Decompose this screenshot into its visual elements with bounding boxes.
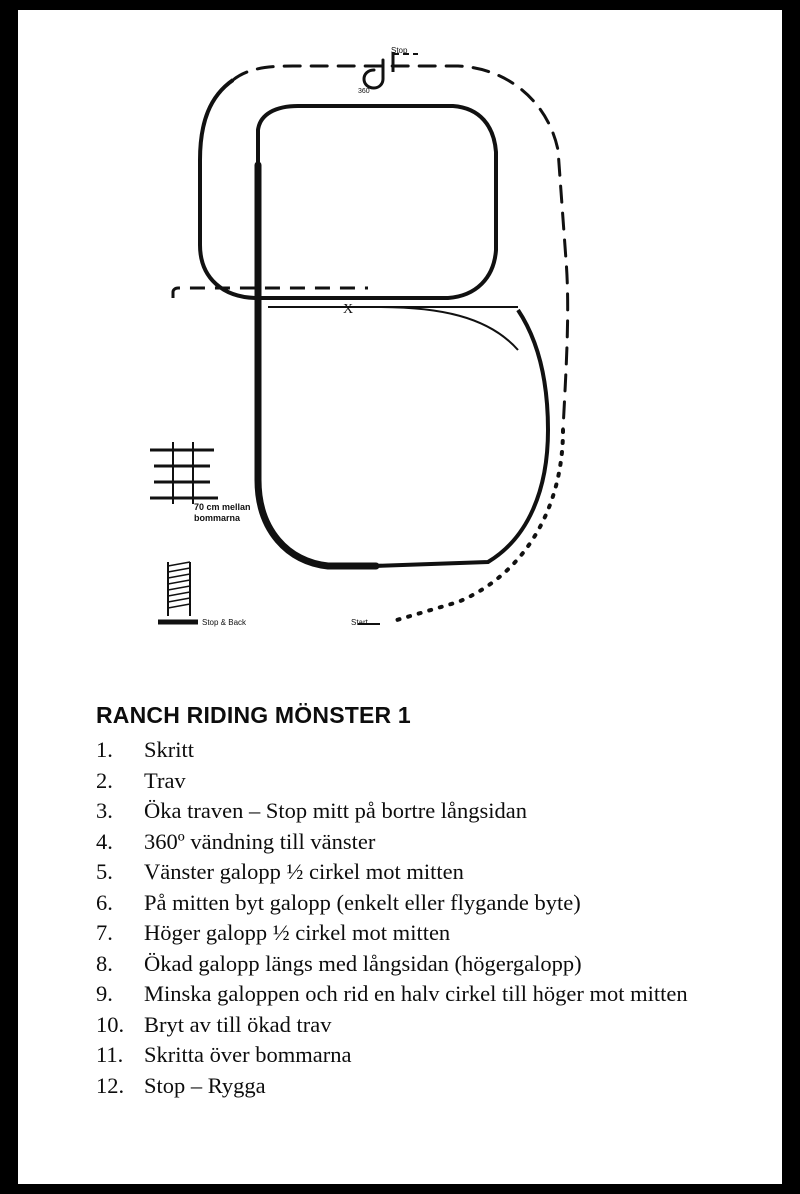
page-title: RANCH RIDING MÖNSTER 1	[96, 702, 411, 728]
diagram-label-poles-line2: bommarna	[194, 513, 241, 523]
outer-left-arc	[200, 80, 258, 298]
center-line-curve	[378, 307, 518, 350]
list-item	[96, 735, 782, 766]
diagram-label-center-x: X	[343, 302, 354, 317]
list-item-number: 10.	[96, 1011, 125, 1037]
list-item-text: Stop – Rygga	[144, 1072, 266, 1098]
diagram-label-start: Start	[351, 618, 368, 627]
pattern-diagram-svg	[18, 10, 782, 650]
list-item-number: 12.	[96, 1072, 125, 1098]
diagram-label-stop-top: Stop	[391, 46, 408, 55]
list-item	[96, 857, 782, 888]
pattern-diagram	[18, 10, 782, 650]
dashed-upper-path	[233, 66, 568, 430]
text-content	[18, 702, 782, 1101]
list-item-text: Skritt	[144, 737, 195, 762]
list-item-number: 9.	[96, 981, 113, 1006]
list-item-text: Höger galopp ½ cirkel mot mitten	[144, 920, 451, 945]
spin-360-icon	[364, 60, 383, 88]
list-item	[96, 918, 782, 949]
diagram-label-poles-line1: 70 cm mellan	[194, 502, 251, 512]
list-item-number: 4.	[96, 828, 113, 854]
thick-left-longside	[258, 165, 376, 566]
list-item-text: Trav	[144, 767, 186, 793]
list-item	[96, 1071, 782, 1102]
list-item	[96, 1040, 782, 1071]
list-item-number: 8.	[96, 950, 113, 976]
list-item	[96, 979, 782, 1010]
list-item-text: Vänster galopp ½ cirkel mot mitten	[144, 859, 464, 884]
list-item-number: 5.	[96, 859, 113, 884]
lower-right-arc	[373, 310, 548, 566]
inner-upper-loop	[258, 106, 496, 298]
diagram-label-360: 360	[358, 88, 370, 95]
list-item-number: 3.	[96, 798, 113, 823]
list-item-text: 360º vändning till vänster	[144, 828, 376, 854]
list-item	[96, 796, 782, 827]
list-item	[96, 888, 782, 919]
pattern-step-list	[18, 735, 782, 1101]
list-item	[96, 949, 782, 980]
list-item-number: 6.	[96, 889, 113, 915]
list-item-text: Öka traven – Stop mitt på bortre långsidan	[144, 798, 528, 823]
ground-poles	[150, 442, 218, 504]
document-page	[18, 10, 782, 1184]
dotted-start-path	[390, 430, 563, 622]
diagram-label-stop-and-back: Stop & Back	[202, 618, 247, 627]
list-item-text: Minska galoppen och rid en halv cirkel till höger mot mitten	[144, 981, 688, 1006]
diagram-label-poles	[194, 502, 251, 524]
list-item-text: Skritta över bommarna	[144, 1042, 352, 1067]
list-item	[96, 1010, 782, 1041]
list-item	[96, 827, 782, 858]
list-item-text: Ökad galopp längs med långsidan (högergalopp)	[144, 950, 582, 976]
list-item-number: 11.	[96, 1042, 124, 1067]
list-item-number: 2.	[96, 767, 113, 793]
back-up-hatching	[168, 562, 190, 616]
list-item-number: 7.	[96, 920, 113, 945]
list-item-text: På mitten byt galopp (enkelt eller flygande byte)	[144, 889, 581, 915]
list-item-text: Bryt av till ökad trav	[144, 1011, 332, 1037]
list-item	[96, 766, 782, 797]
list-item-number: 1.	[96, 737, 113, 762]
